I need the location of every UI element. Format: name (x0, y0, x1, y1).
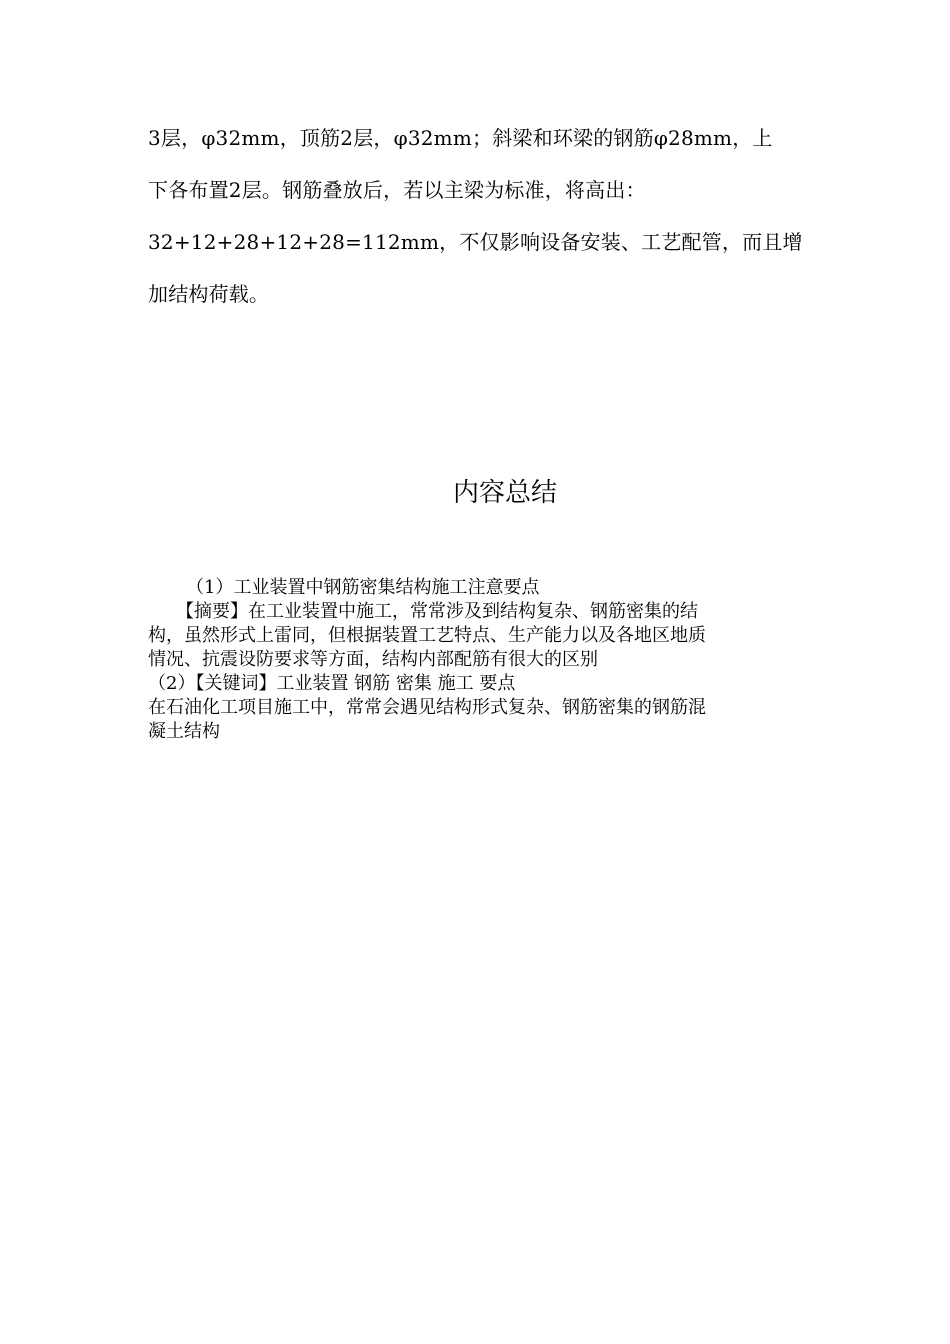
summary-line-5: （2）【关键词】工业装置 钢筋 密集 施工 要点 (148, 673, 516, 694)
body-text-line-1: 3层，φ32mm，顶筋2层，φ32mm；斜梁和环梁的钢筋φ28mm，上 (148, 126, 773, 150)
summary-title: 内容总结 (452, 478, 557, 508)
summary-line-2: 【摘要】在工业装置中施工，常常涉及到结构复杂、钢筋密集的结 (176, 601, 698, 622)
body-text-line-4: 加结构荷载。 (148, 282, 270, 306)
body-text-line-3: 32+12+28+12+28=112mm，不仅影响设备安装、工艺配管，而且增 (148, 230, 803, 254)
body-text-line-2: 下各布置2层。钢筋叠放后，若以主梁为标准，将高出： (148, 178, 646, 202)
summary-line-6: 在石油化工项目施工中，常常会遇见结构形式复杂、钢筋密集的钢筋混 (148, 697, 706, 718)
summary-line-4: 情况、抗震设防要求等方面，结构内部配筋有很大的区别 (148, 649, 598, 670)
summary-line-1: （1）工业装置中钢筋密集结构施工注意要点 (186, 577, 540, 598)
summary-line-7: 凝土结构 (148, 721, 220, 742)
summary-line-3: 构，虽然形式上雷同，但根据装置工艺特点、生产能力以及各地区地质 (148, 625, 706, 646)
